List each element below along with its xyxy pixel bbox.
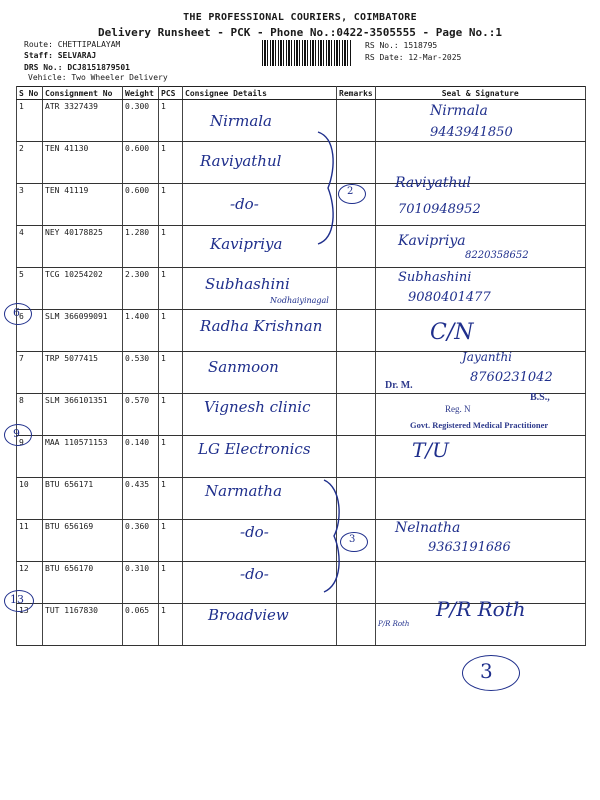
handwritten-signature: P/R Roth: [436, 597, 526, 621]
stamp-line1: Dr. M.: [385, 380, 413, 391]
cell-pcs: 1: [159, 226, 183, 268]
handwritten-remark-tu: T/U: [412, 438, 449, 462]
runsheet-table: [16, 86, 586, 646]
circled-number: 3: [349, 534, 356, 545]
handwritten-phone: 8220358652: [465, 250, 529, 261]
cell-sno: 7: [17, 352, 43, 394]
route-info: Route: CHETTIPALAYAM: [24, 40, 121, 49]
rs-date: RS Date: 12-Mar-2025: [365, 53, 462, 62]
barcode: [262, 40, 352, 66]
handwritten-consignee: Nirmala: [210, 112, 272, 130]
table-row: [17, 226, 586, 268]
cell-sno: 8: [17, 394, 43, 436]
cell-remarks: [337, 436, 376, 478]
cell-sno: 4: [17, 226, 43, 268]
circled-number: 3: [480, 659, 493, 683]
cell-pcs: 1: [159, 394, 183, 436]
cell-remarks: [337, 310, 376, 352]
cell-weight: 0.530: [123, 352, 159, 394]
handwritten-signature: Kavipriya: [398, 233, 466, 249]
cell-sno: 12: [17, 562, 43, 604]
handwritten-signature: Raviyathul: [395, 175, 471, 191]
cell-pcs: 1: [159, 142, 183, 184]
cell-weight: 0.360: [123, 520, 159, 562]
handwritten-consignee: -do-: [240, 523, 269, 541]
cell-sno: 3: [17, 184, 43, 226]
cell-consignment: MAA 110571153: [43, 436, 123, 478]
cell-pcs: 1: [159, 310, 183, 352]
cell-pcs: 1: [159, 436, 183, 478]
cell-remarks: [337, 604, 376, 646]
column-header-sno: S No: [17, 87, 43, 100]
handwritten-signature: Nirmala: [430, 103, 488, 119]
cell-consignment: SLM 366099091: [43, 310, 123, 352]
table-row: [17, 478, 586, 520]
cell-consignment: TEN 41130: [43, 142, 123, 184]
cell-weight: 0.435: [123, 478, 159, 520]
cell-weight: 0.310: [123, 562, 159, 604]
cell-pcs: 1: [159, 268, 183, 310]
handwritten-phone: 9080401477: [408, 290, 491, 305]
cell-sno: 10: [17, 478, 43, 520]
cell-weight: 0.065: [123, 604, 159, 646]
rs-number: RS No.: 1518795: [365, 41, 438, 50]
handwritten-consignee: Kavipriya: [210, 235, 283, 253]
cell-sno: 1: [17, 100, 43, 142]
handwritten-phone: 9363191686: [428, 540, 511, 555]
cell-sno: 6: [17, 310, 43, 352]
cell-consignment: TUT 1167830: [43, 604, 123, 646]
handwritten-consignee: Raviyathul: [200, 152, 282, 170]
handwritten-consignee: Nodhaiyinagal: [270, 296, 329, 305]
cell-signature: [375, 478, 585, 520]
handwritten-consignee: Radha Krishnan: [200, 317, 323, 335]
handwritten-remark: P/R Roth: [378, 620, 410, 628]
cell-sno: 11: [17, 520, 43, 562]
circled-number: 2: [347, 186, 354, 197]
handwritten-consignee: Narmatha: [205, 482, 283, 500]
cell-pcs: 1: [159, 184, 183, 226]
cell-weight: 1.400: [123, 310, 159, 352]
table-row: [17, 142, 586, 184]
cell-consignment: SLM 366101351: [43, 394, 123, 436]
column-header-pcs: PCS: [159, 87, 183, 100]
cell-sno: 9: [17, 436, 43, 478]
cell-consignment: TRP 5077415: [43, 352, 123, 394]
cell-weight: 0.600: [123, 142, 159, 184]
handwritten-signature: Subhashini: [398, 270, 472, 285]
cell-sno: 13: [17, 604, 43, 646]
handwritten-signature: Jayanthi: [462, 350, 513, 364]
handwritten-phone: 7010948952: [398, 202, 481, 217]
cell-sno: 2: [17, 142, 43, 184]
column-header-consignee: Consignee Details: [183, 87, 337, 100]
cell-consignment: BTU 656169: [43, 520, 123, 562]
handwritten-consignee: Broadview: [208, 606, 289, 624]
cell-weight: 0.300: [123, 100, 159, 142]
handwritten-remark-cn: C/N: [430, 320, 474, 345]
cell-pcs: 1: [159, 604, 183, 646]
cell-weight: 1.280: [123, 226, 159, 268]
column-header-weight: Weight: [123, 87, 159, 100]
bracket-mark: [316, 476, 356, 596]
company-name: THE PROFESSIONAL COURIERS, COIMBATORE: [183, 12, 417, 23]
handwritten-phone: 8760231042: [470, 370, 553, 385]
cell-signature: [375, 310, 585, 352]
column-header-remarks: Remarks: [337, 87, 376, 100]
cell-signature: [375, 436, 585, 478]
drs-info: DRS No.: DCJ8151879501: [24, 63, 130, 72]
staff-info: Staff: SELVARAJ: [24, 51, 97, 60]
cell-consignment: BTU 656170: [43, 562, 123, 604]
vehicle-info: Vehicle: Two Wheeler Delivery: [28, 73, 168, 82]
cell-sno: 5: [17, 268, 43, 310]
cell-consignment: TEN 41119: [43, 184, 123, 226]
column-header-consignment: Consignment No: [43, 87, 123, 100]
column-header-signature: Seal & Signature: [375, 87, 585, 100]
handwritten-signature: Nelnatha: [395, 520, 461, 536]
stamp-line3: Govt. Registered Medical Practitioner: [410, 420, 549, 430]
table-row: [17, 184, 586, 226]
handwritten-phone: 9443941850: [430, 125, 513, 140]
table-header-row: [17, 87, 586, 100]
handwritten-consignee: Vignesh clinic: [204, 398, 311, 416]
cell-pcs: 1: [159, 520, 183, 562]
bracket-mark: [310, 128, 350, 248]
cell-consignment: NEY 40178825: [43, 226, 123, 268]
runsheet-title: Delivery Runsheet - PCK - Phone No.:0422-3505555 - Page No.:1: [98, 26, 502, 39]
circled-number: 6: [13, 306, 20, 319]
handwritten-consignee: Subhashini: [205, 275, 290, 293]
cell-weight: 2.300: [123, 268, 159, 310]
cell-weight: 0.570: [123, 394, 159, 436]
cell-consignment: ATR 3327439: [43, 100, 123, 142]
cell-pcs: 1: [159, 352, 183, 394]
stamp-line1b: B.S.,: [530, 392, 550, 403]
cell-weight: 0.140: [123, 436, 159, 478]
cell-consignment: TCG 10254202: [43, 268, 123, 310]
handwritten-consignee: -do-: [240, 565, 269, 583]
handwritten-consignee: -do-: [230, 195, 259, 213]
circled-number: 13: [10, 593, 24, 606]
cell-remarks: [337, 394, 376, 436]
cell-pcs: 1: [159, 100, 183, 142]
cell-remarks: [337, 352, 376, 394]
cell-weight: 0.600: [123, 184, 159, 226]
cell-pcs: 1: [159, 562, 183, 604]
cell-remarks: [337, 268, 376, 310]
cell-consignment: BTU 656171: [43, 478, 123, 520]
circled-number: 9: [13, 427, 20, 440]
stamp-line2: Reg. N: [445, 404, 471, 414]
handwritten-consignee: Sanmoon: [208, 358, 279, 376]
cell-pcs: 1: [159, 478, 183, 520]
handwritten-consignee: LG Electronics: [198, 440, 311, 458]
